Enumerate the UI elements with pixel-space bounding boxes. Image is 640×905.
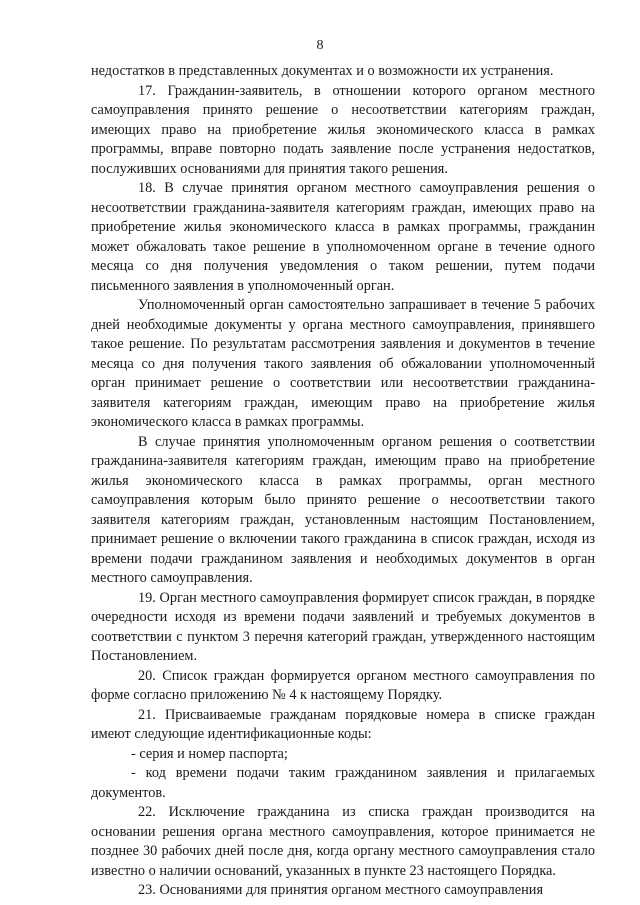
paragraph-18-inclusion: В случае принятия уполномоченным органом решения о соответствии гражданина-заявителя категориям граждан, имеющим право на приобретение жилья экономического класса в рамках программы, орган местного самоуправления которым было принято решение о несоответствии такого заявителя категориям граждан, установленным настоящим Постановлением, принимает решение о включении такого гражданина в список граждан, исходя из времени подачи гражданином заявления и необходимых документов в орган местного самоуправления.	[91, 433, 595, 586]
paragraph-19: 19. Орган местного самоуправления формирует список граждан, в порядке очередности исходя из времени подачи заявлений и требуемых документов в соответствии с пунктом 3 перечня категорий граждан, утвержденного настоящим Постановлением.	[91, 589, 595, 664]
paragraph-21: 21. Присваиваемые гражданам порядковые номера в списке граждан имеют следующие идентификационные коды:	[91, 706, 595, 742]
list-item-passport: - серия и номер паспорта;	[131, 745, 288, 762]
paragraph-23: 23. Основаниями для принятия органом местного самоуправления	[138, 882, 544, 898]
paragraph-20: 20. Список граждан формируется органом местного самоуправления по форме согласно приложению № 4 к настоящему Порядку.	[91, 667, 595, 703]
paragraph-17: 17. Гражданин-заявитель, в отношении которого органом местного самоуправления принято решение о несоответствии категориям граждан, имеющих право на приобретение жилья экономического класса в рамках программы, вправе повторно подать заявление после устранения недостатков, послуживших основаниями для принятия такого решения.	[91, 82, 595, 177]
paragraph-18: 18. В случае принятия органом местного самоуправления решения о несоответствии гражданина-заявителя категориям граждан, имеющих право на приобретение жилья экономического класса в рамках программы, гражданин может обжаловать такое решение в уполномоченном органе в течение одного месяца со дня получения уведомления о таком решении, путем подачи письменного заявления в уполномоченный орган.	[91, 180, 595, 294]
paragraph-18-appeal-review: Уполномоченный орган самостоятельно запрашивает в течение 5 рабочих дней необходимые документы у органа местного самоуправления, принявшего такое решение. По результатам рассмотрения заявления и документов в течение месяца со дня получения такого заявления об обжаловании уполномоченный орган принимает решение о соответствии или несоответствии гражданина-заявителя категориям граждан, имеющим право на приобретение жилья экономического класса в рамках программы.	[91, 297, 595, 430]
document-body	[91, 62, 595, 901]
list-item-time-code: - код времени подачи таким гражданином заявления и прилагаемых документов.	[91, 765, 595, 801]
paragraph-continuation: недостатков в представленных документах и о возможности их устранения.	[91, 63, 554, 79]
paragraph-22: 22. Исключение гражданина из списка граждан производится на основании решения органа местного самоуправления, которое принимается не позднее 30 рабочих дней после дня, когда органу местного самоуправления стало известно о наличии оснований, указанных в пункте 23 настоящего Порядка.	[91, 804, 595, 879]
page-number: 8	[316, 38, 324, 53]
